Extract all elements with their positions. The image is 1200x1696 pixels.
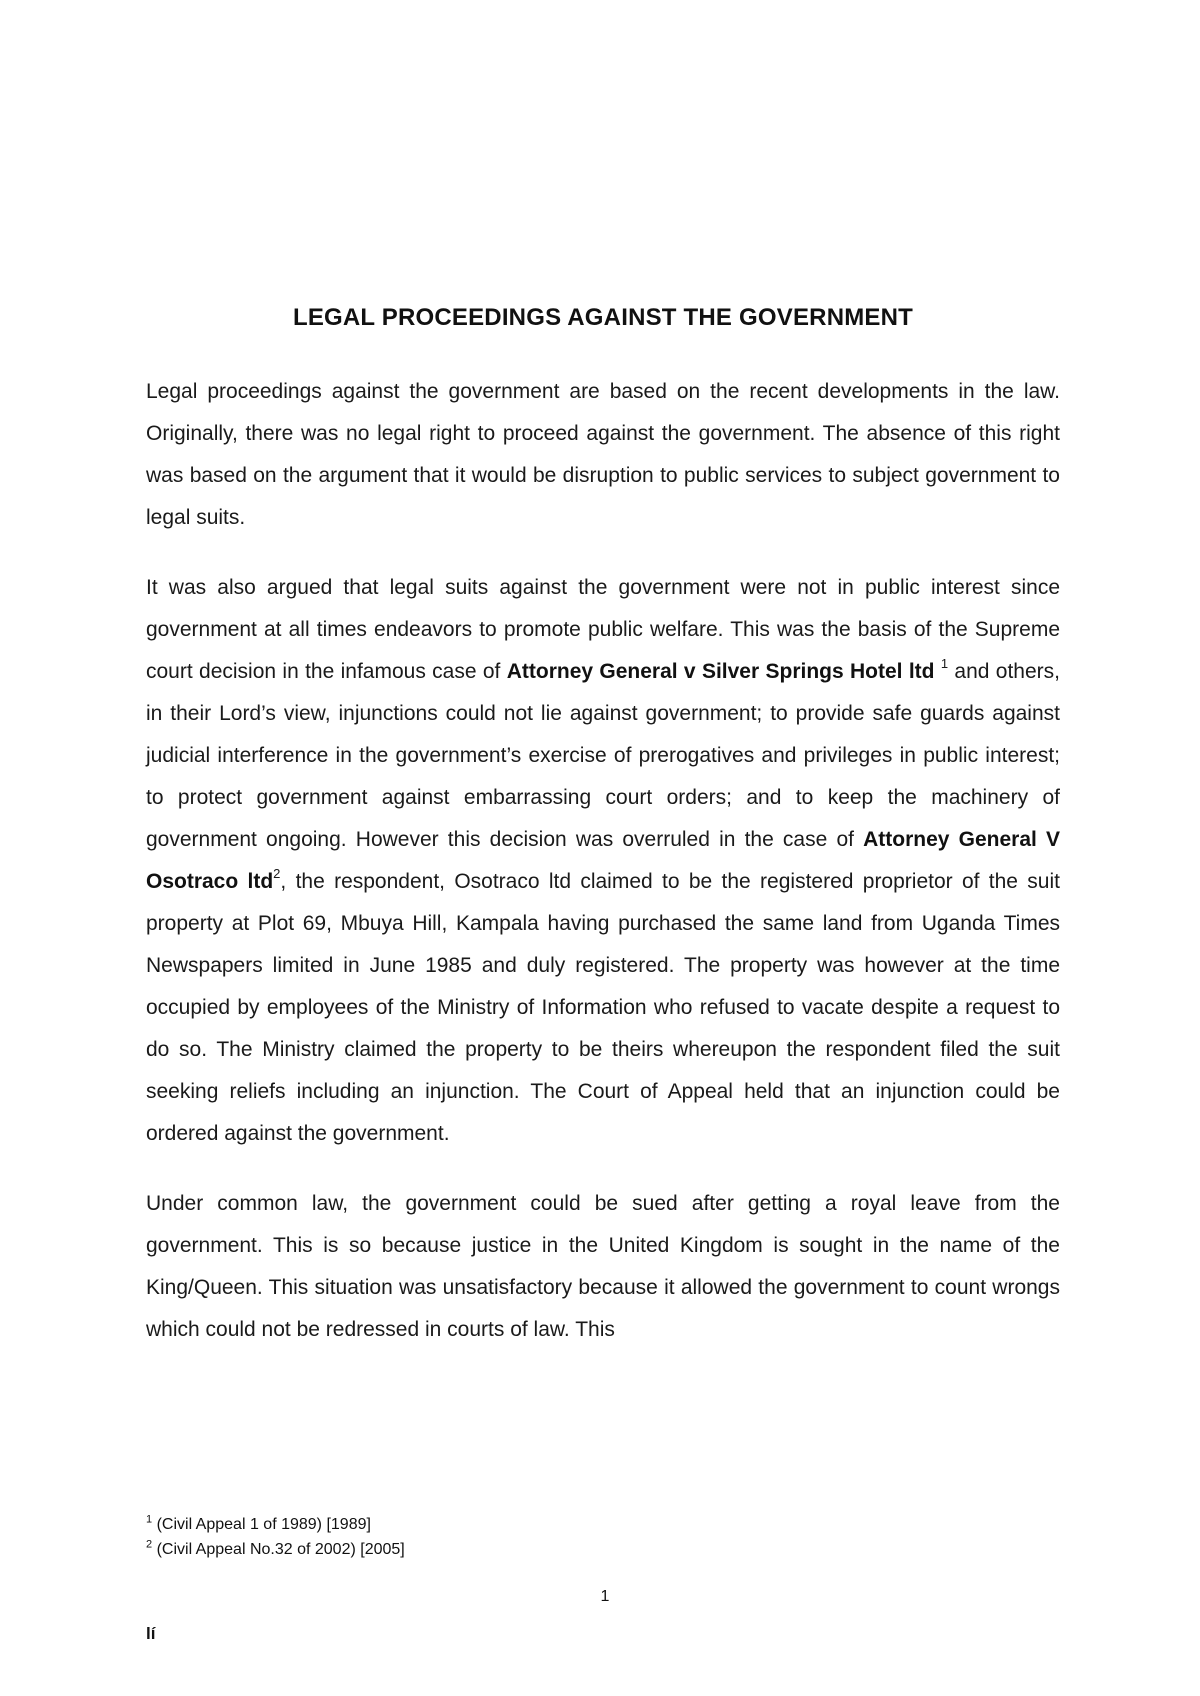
footnote-marker: 1 <box>146 1513 153 1526</box>
paragraph <box>146 567 1060 1155</box>
footnote-text: (Civil Appeal No.32 of 2002) [2005] <box>152 1541 405 1558</box>
footnote-reference: 2 <box>273 866 281 881</box>
footnote <box>146 1512 746 1537</box>
footnote-marker: 2 <box>146 1538 153 1551</box>
corner-mark: lí <box>146 1624 156 1643</box>
document-body <box>146 371 1060 1379</box>
footnote <box>146 1537 746 1562</box>
text-run: Legal proceedings against the government are based on the recent developments in the law. Originally, there was no legal right to proceed against the government. The absence of this right was based on the argument that it would be disruption to public services to subject government to legal suits. <box>146 380 1060 529</box>
text-run: It was also argued that legal suits against the government were not in public interest since government at all times endeavors to promote public welfare. This was the basis of the Supreme court decision in the infamous case of <box>146 576 1060 683</box>
paragraph <box>146 1183 1060 1351</box>
footnotes <box>146 1512 746 1562</box>
page-number: 1 <box>600 1588 610 1605</box>
document-title: LEGAL PROCEEDINGS AGAINST THE GOVERNMENT <box>292 304 914 331</box>
text-run <box>935 660 941 683</box>
paragraph <box>146 371 1060 539</box>
footnote-reference: 1 <box>940 656 949 671</box>
text-run: Under common law, the government could be sued after getting a royal leave from the government. This is so because justice in the United Kingdom is sought in the name of the King/Queen. This situation was unsatisfactory because it allowed the government to count wrongs which could not be redressed in courts of law. This <box>146 1192 1060 1341</box>
text-run: , the respondent, Osotraco ltd claimed to be the registered proprietor of the suit property at Plot 69, Mbuya Hill, Kampala having purchased the same land from Uganda Times Newspapers limited in June 1985 and duly registered. The property was however at the time occupied by employees of the Ministry of Information who refused to vacate despite a request to do so. The Ministry claimed the property to be theirs whereupon the respondent filed the suit seeking reliefs including an injunction. The Court of Appeal held that an injunction could be ordered against the government. <box>146 870 1060 1145</box>
text-run: and others, in their Lord’s view, injunctions could not lie against government; to provide safe guards against judicial interference in the government’s exercise of prerogatives and privileges in public interest; to protect government against embarrassing court orders; and to keep the machinery of government ongoing. However this decision was overruled in the case of <box>146 660 1060 851</box>
case-citation: Attorney General V Osotraco ltd <box>146 828 1060 893</box>
footnote-text: (Civil Appeal 1 of 1989) [1989] <box>152 1516 371 1533</box>
case-citation: Attorney General v Silver Springs Hotel ltd <box>506 660 935 683</box>
